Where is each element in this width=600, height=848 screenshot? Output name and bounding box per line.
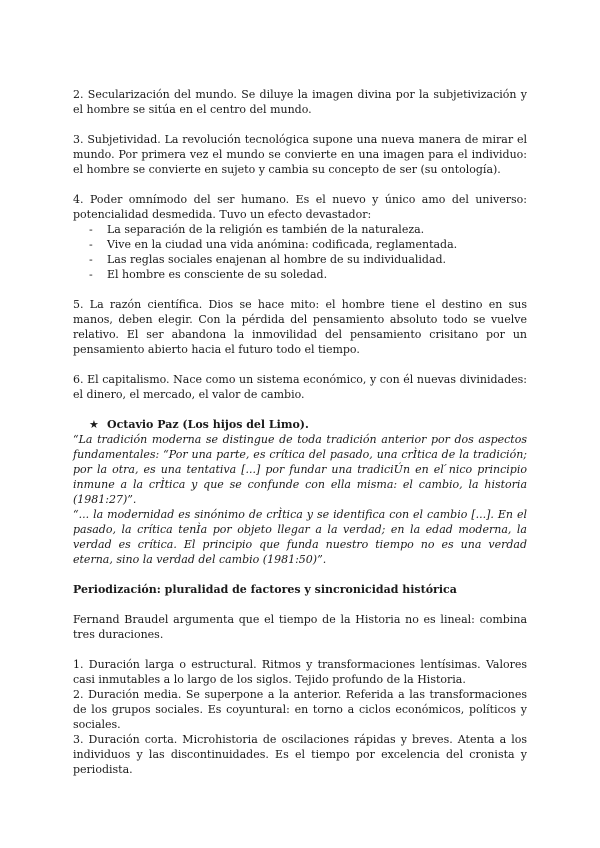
paz-quote-1: “La tradición moderna se distingue de toda tradición anterior por dos aspectos fundamentales: “Por una parte, es crítica del pasado, una crÌtica de la tradición; por la otra, es una tentativa [...] por fundar una tradiciÚn en el ́nico principio inmune a la crÌtica y que se confunde con ella misma: el cambio, la historia (1981:27)”. <box>73 433 527 506</box>
list-item: - La separación de la religión es también de la naturaleza. <box>73 222 527 237</box>
paragraph-subjectivity: 3. Subjetividad. La revolución tecnológica supone una nueva manera de mirar el mundo. Por primera vez el mundo se convierte en una imagen para el individuo: el hombre se convierte en sujeto y cambia su concepto de ser (su ontología). <box>73 133 527 176</box>
paragraph-scientific-reason: 5. La razón científica. Dios se hace mito: el hombre tiene el destino en sus manos, deben elegir. Con la pérdida del pensamiento absoluto todo se vuelve relativo. El ser abandona la inmovilidad del pensamiento crisitano por un pensamiento abierto hacia el futuro todo el tiempo. <box>73 298 527 356</box>
paz-quote-2: “... la modernidad es sinónimo de crÌtica y se identifica con el cambio [...]. En el pasado, la crítica tenÌa por objeto llegar a la verdad; en la edad moderna, la verdad es crítica. El principio que funda nuestro tiempo no es una verdad eterna, sino la verdad del cambio (1981:50)”. <box>73 508 527 566</box>
octavio-paz-title-text: Octavio Paz (Los hijos del Limo). <box>107 418 309 431</box>
paragraph-human-power: 4. Poder omnímodo del ser humano. Es el nuevo y único amo del universo: potencialidad desmedida. Tuvo un efecto devastador: <box>73 193 527 221</box>
duration-long: 1. Duración larga o estructural. Ritmos y transformaciones lentísimas. Valores casi inmutables a lo largo de los siglos. Tejido profundo de la Historia. <box>73 658 527 686</box>
duration-medium: 2. Duración media. Se superpone a la anterior. Referida a las transformaciones de los grupos sociales. Es coyuntural: en torno a ciclos económicos, políticos y sociales. <box>73 688 527 731</box>
section-heading: Periodización: pluralidad de factores y sincronicidad histórica <box>73 583 457 596</box>
list-item: - El hombre es consciente de su soledad. <box>73 267 527 282</box>
document-body <box>73 87 527 777</box>
octavio-paz-title <box>73 417 527 432</box>
list-item: - Vive en la ciudad una vida anómina: codificada, reglamentada. <box>73 237 527 252</box>
paragraph-secularization: 2. Secularización del mundo. Se diluye la imagen divina por la subjetivización y el hombre se sitúa en el centro del mundo. <box>73 88 527 116</box>
paragraph-capitalism: 6. El capitalismo. Nace como un sistema económico, y con él nuevas divinidades: el dinero, el mercado, el valor de cambio. <box>73 373 527 401</box>
list-item: - Las reglas sociales enajenan al hombre de su individualidad. <box>73 252 527 267</box>
star-bullet-icon: ★ <box>89 418 99 431</box>
effects-list <box>73 222 527 282</box>
braudel-intro: Fernand Braudel argumenta que el tiempo de la Historia no es lineal: combina tres duraciones. <box>73 613 527 641</box>
duration-short: 3. Duración corta. Microhistoria de oscilaciones rápidas y breves. Atenta a los individuos y las discontinuidades. Es el tiempo por excelencia del cronista y periodista. <box>73 733 527 776</box>
